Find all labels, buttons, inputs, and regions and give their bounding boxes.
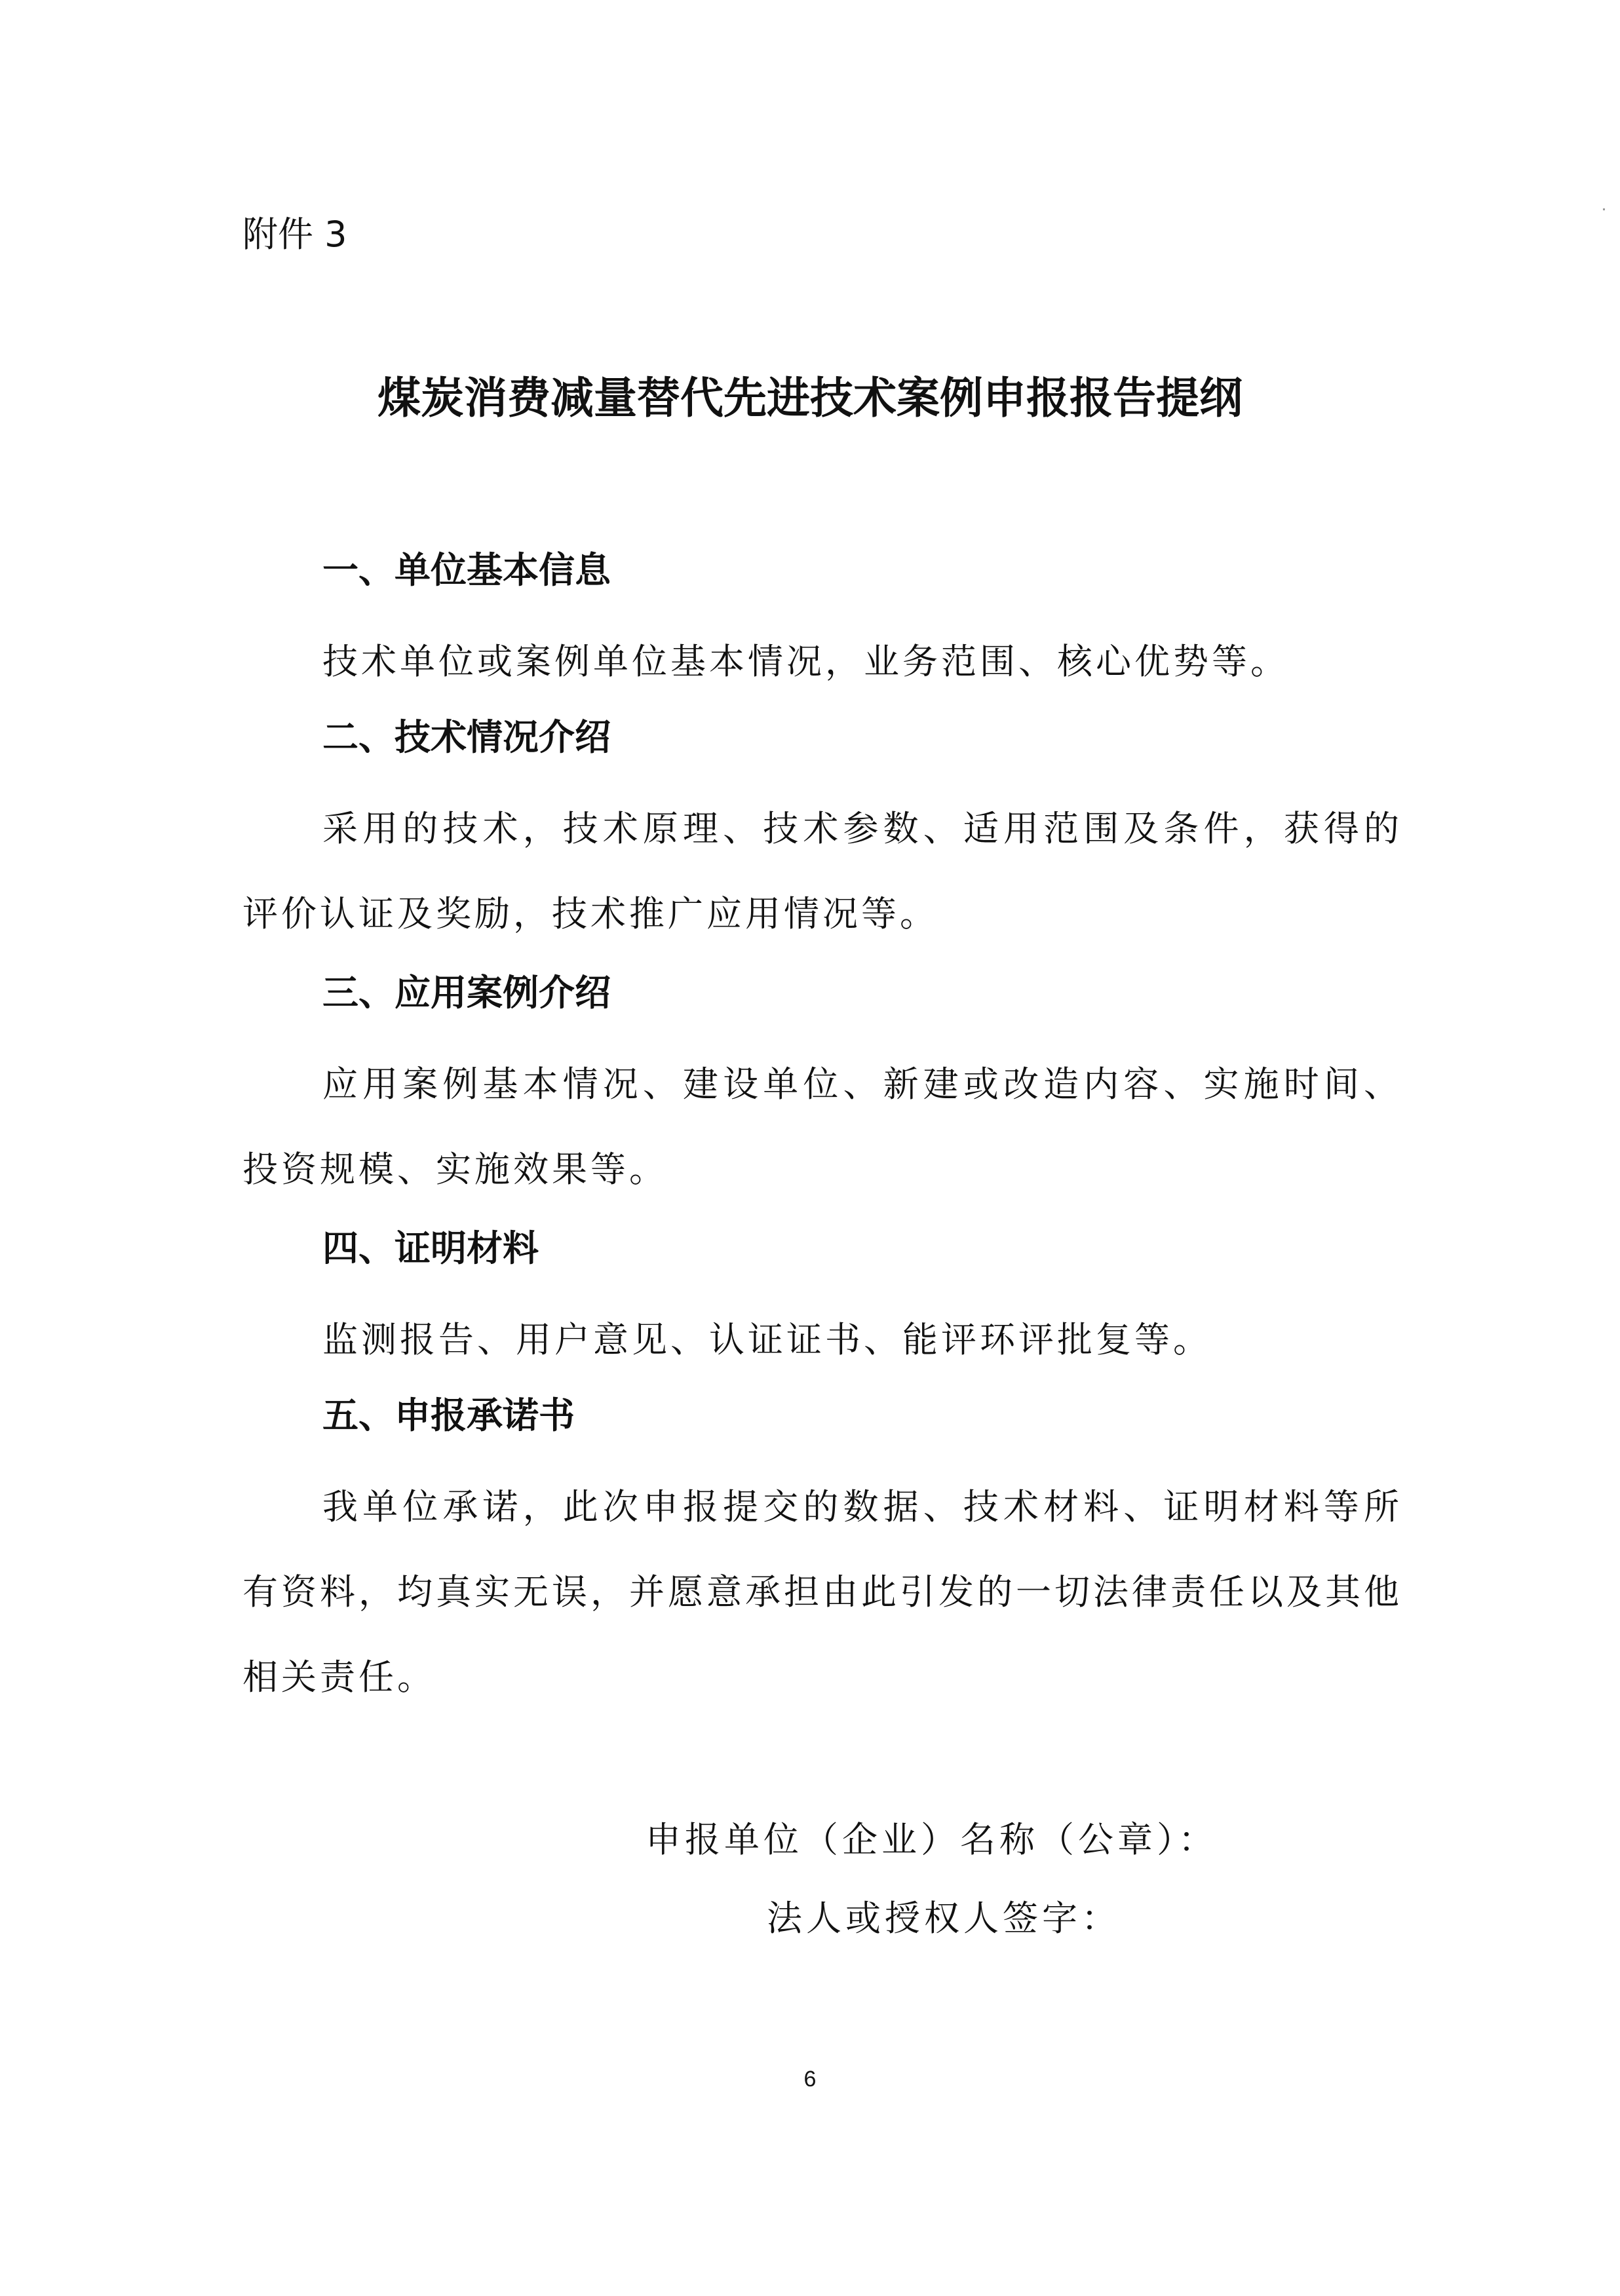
section-heading-3: 三、应用案例介绍: [322, 972, 611, 1014]
attachment-label: 附件 3: [242, 214, 347, 255]
page-number: 6: [803, 2067, 817, 2092]
signature-unit-label: 申报单位（企业）名称（公章）：: [646, 1819, 1218, 1860]
section-body-2: 采用的技术，技术原理、技术参数、适用范围及条件，获得的评价认证及奖励，技术推广应用情况等。: [242, 808, 1402, 934]
section-body-3: 应用案例基本情况、建设单位、新建或改造内容、实施时间、投资规模、实施效果等。: [242, 1063, 1402, 1190]
signature-signer-label: 法人或授权人签字：: [767, 1898, 1121, 1939]
section-body-4: 监测报告、用户意见、认证证书、能评环评批复等。: [322, 1319, 1212, 1360]
section-heading-1: 一、单位基本信息: [322, 549, 611, 591]
section-heading-2: 二、技术情况介绍: [322, 716, 611, 758]
section-body-5: 我单位承诺，此次申报提交的数据、技术材料、证明材料等所有资料，均真实无误，并愿意承担由此引发的一切法律责任以及其他相关责任。: [242, 1486, 1402, 1698]
document-title: 煤炭消费减量替代先进技术案例申报报告提纲: [377, 372, 1243, 423]
section-heading-5: 五、申报承诺书: [322, 1394, 575, 1436]
section-body-1: 技术单位或案例单位基本情况，业务范围、核心优势等。: [322, 641, 1289, 682]
scan-speck: [1603, 208, 1605, 210]
section-heading-4: 四、证明材料: [322, 1227, 539, 1269]
